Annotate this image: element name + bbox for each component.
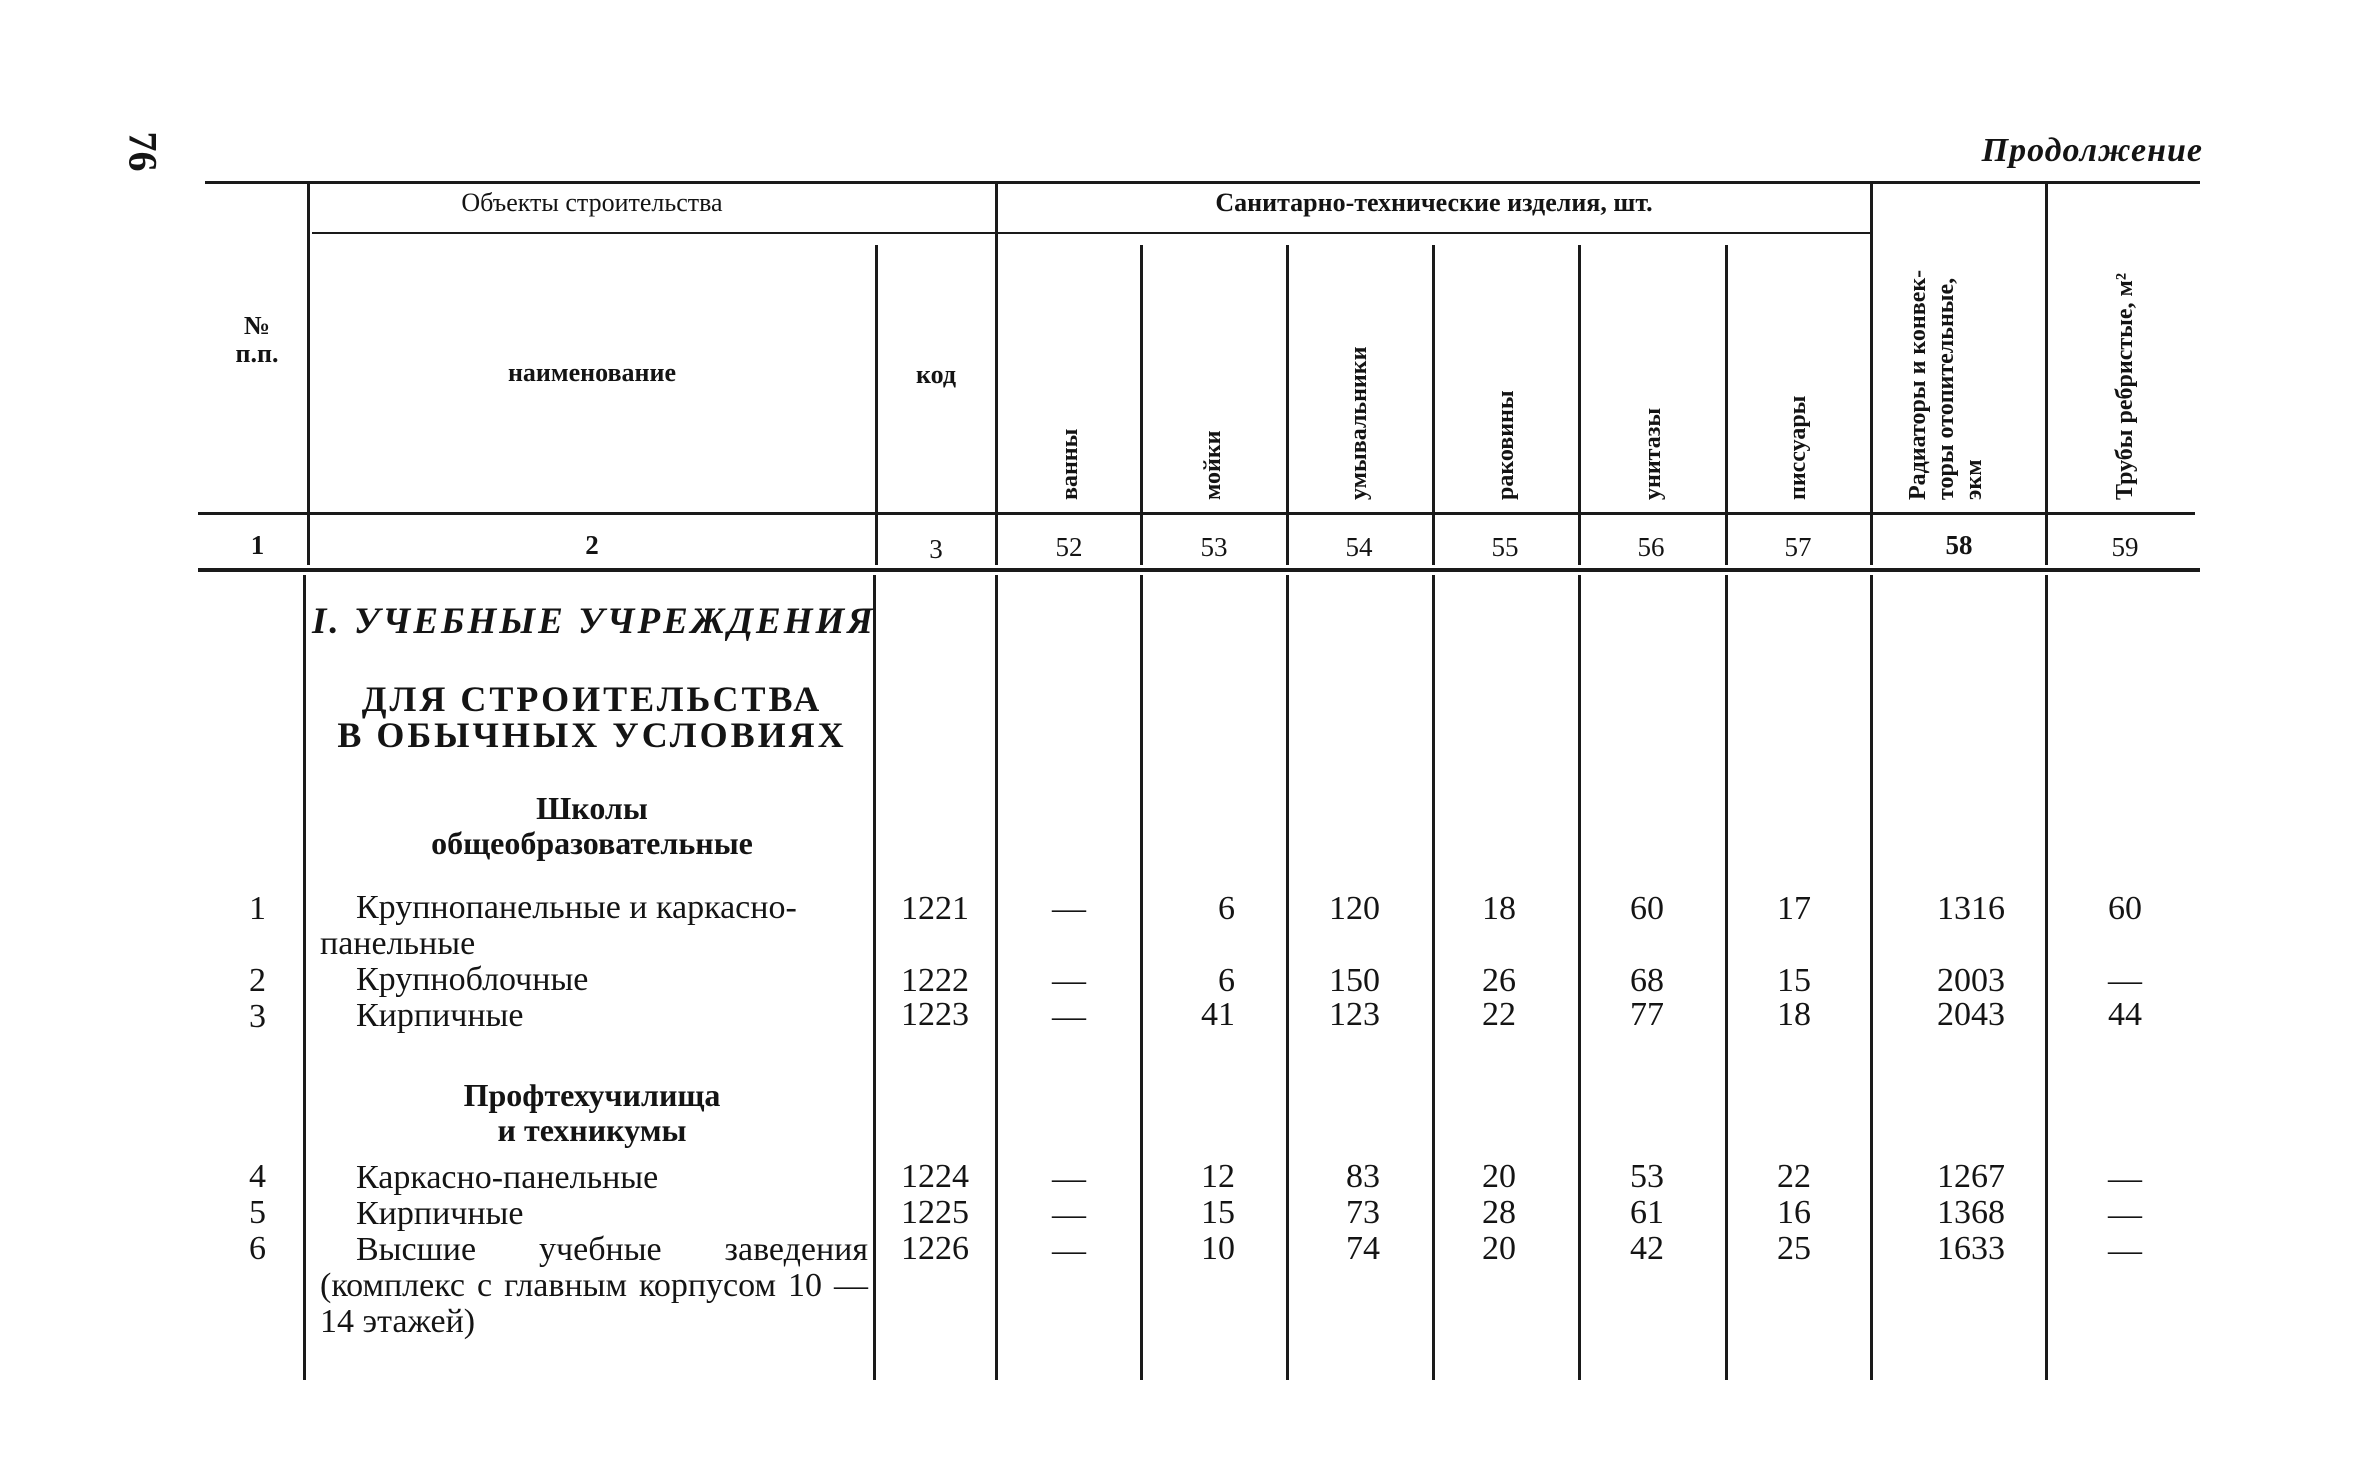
table-row-v54: 83 (1346, 1158, 1380, 1195)
header-urinals: писсуары (1785, 395, 1811, 500)
table-row-v52: — (1052, 962, 1086, 999)
colnum-56: 56 (1637, 532, 1665, 562)
col-divider-code (875, 245, 878, 565)
body-divider-59 (2045, 575, 2048, 1380)
table-row-v58: 1267 (1937, 1158, 2005, 1195)
body-divider-55 (1432, 575, 1435, 1380)
table-row-num: 3 (249, 998, 266, 1035)
table-row-v55: 20 (1482, 1158, 1516, 1195)
table-row-v55: 22 (1482, 996, 1516, 1033)
body-divider-52 (995, 575, 998, 1380)
schools-heading-line2: общеобразовательные (431, 825, 753, 861)
voc-heading-line2: и техникумы (497, 1112, 687, 1148)
table-row-v53: 6 (1218, 962, 1235, 999)
header-pipes: Трубы ребристые, м² (2112, 272, 2138, 500)
table-row-v54: 150 (1329, 962, 1380, 999)
table-row-v53: 15 (1201, 1194, 1235, 1231)
table-row-v53: 41 (1201, 996, 1235, 1033)
table-row-v54: 73 (1346, 1194, 1380, 1231)
colnum-53: 53 (1200, 532, 1228, 562)
table-row-v56: 60 (1630, 890, 1664, 927)
header-radiators-line1: Радиаторы и конвек- (1905, 269, 1931, 500)
table-row-v57: 18 (1777, 996, 1811, 1033)
table-row-v56: 53 (1630, 1158, 1664, 1195)
table-row-v57: 16 (1777, 1194, 1811, 1231)
body-divider-code (873, 575, 876, 1380)
body-divider-58 (1870, 575, 1873, 1380)
table-row-v54: 74 (1346, 1230, 1380, 1267)
table-row-v58: 1633 (1937, 1230, 2005, 1267)
body-divider-53 (1140, 575, 1143, 1380)
col-divider-56 (1578, 245, 1581, 565)
table-row-v58: 2043 (1937, 996, 2005, 1033)
table-row-v59: — (2108, 1232, 2142, 1269)
section-subtitle-line2: В ОБЫЧНЫХ УСЛОВИЯХ (337, 715, 847, 755)
table-row-code: 1223 (901, 996, 969, 1033)
header-group-rule-sanitary (1000, 232, 1870, 234)
table-row-v52: — (1052, 998, 1086, 1035)
col-divider-54 (1286, 245, 1289, 565)
header-sinks-kitchen: мойки (1200, 430, 1226, 500)
table-row-v52: — (1052, 1160, 1086, 1197)
col-divider-55 (1432, 245, 1435, 565)
table-row-v52: — (1052, 1232, 1086, 1269)
table-row-v56: 42 (1630, 1230, 1664, 1267)
page-number: 76 (120, 131, 166, 172)
body-divider-57 (1725, 575, 1728, 1380)
table-row-v57: 15 (1777, 962, 1811, 999)
table-row-num: 6 (249, 1230, 266, 1267)
colnum-54: 54 (1345, 532, 1373, 562)
table-row-v56: 68 (1630, 962, 1664, 999)
table-row-v54: 120 (1329, 890, 1380, 927)
table-row-name: Высшие учебные заведения (комплекс с главным корпусом 10 — 14 этажей) (320, 1231, 868, 1340)
header-baths: ванны (1057, 428, 1083, 500)
table-row-code: 1225 (901, 1194, 969, 1231)
col-divider-53 (1140, 245, 1143, 565)
table-row-v59: 44 (2108, 996, 2142, 1033)
table-row-v53: 12 (1201, 1158, 1235, 1195)
table-row-v57: 22 (1777, 1158, 1811, 1195)
table-row-v55: 26 (1482, 962, 1516, 999)
table-row-name: Крупнопанельные и каркасно-панельные (320, 889, 797, 962)
table-row-code: 1221 (901, 890, 969, 927)
header-radiators-line2: торы отопительные, (1933, 277, 1959, 500)
header-num: № п.п. (235, 311, 279, 368)
header-radiators-line3: экм (1961, 459, 1987, 500)
table-row-v54: 123 (1329, 996, 1380, 1033)
colnum-55: 55 (1491, 532, 1519, 562)
table-row-v57: 25 (1777, 1230, 1811, 1267)
col-divider-59 (2045, 183, 2048, 565)
table-row-v58: 1316 (1937, 890, 2005, 927)
header-name-col: наименование (507, 358, 677, 387)
table-row-v56: 61 (1630, 1194, 1664, 1231)
table-row-v58: 1368 (1937, 1194, 2005, 1231)
colnum-52: 52 (1055, 532, 1083, 562)
colnum-59: 59 (2111, 532, 2139, 562)
colnum-bottom-rule (198, 568, 2200, 572)
header-toilets: унитазы (1640, 407, 1666, 500)
table-row-num: 2 (249, 962, 266, 999)
continuation-label: Продолжение (1981, 132, 2203, 169)
header-bottom-rule (198, 512, 2195, 515)
header-group-rule-objects (312, 232, 1000, 234)
table-row-num: 1 (249, 890, 266, 927)
col-divider-57 (1725, 245, 1728, 565)
body-divider-54 (1286, 575, 1289, 1380)
table-row-v52: — (1052, 890, 1086, 927)
top-rule (205, 181, 2200, 184)
voc-heading-line1: Профтехучилища (463, 1077, 721, 1113)
table-row-v55: 18 (1482, 890, 1516, 927)
header-sanitary-group: Санитарно-технические изделия, шт. (1215, 188, 1653, 217)
table-row-v59: 60 (2108, 890, 2142, 927)
table-row-v58: 2003 (1937, 962, 2005, 999)
col-divider-58 (1870, 183, 1873, 565)
table-row-name: Каркасно-панельные (356, 1159, 659, 1196)
table-row-v59: — (2108, 1160, 2142, 1197)
colnum-57: 57 (1784, 532, 1812, 562)
table-row-code: 1222 (901, 962, 969, 999)
colnum-3: 3 (929, 534, 943, 564)
section-subtitle-line1: ДЛЯ СТРОИТЕЛЬСТВА (361, 679, 823, 719)
header-objects-group: Объекты строительства (461, 188, 723, 217)
table-row-v59: — (2108, 1196, 2142, 1233)
schools-heading-line1: Школы (536, 790, 648, 826)
colnum-1: 1 (250, 530, 265, 560)
header-washbasins: умывальники (1346, 346, 1372, 500)
colnum-2: 2 (585, 530, 599, 560)
table-row-v56: 77 (1630, 996, 1664, 1033)
body-divider-56 (1578, 575, 1581, 1380)
table-row-v53: 10 (1201, 1230, 1235, 1267)
col-divider-num (307, 183, 310, 565)
table-row-v57: 17 (1777, 890, 1811, 927)
colnum-58: 58 (1945, 530, 1973, 560)
header-sinks: раковины (1493, 390, 1519, 500)
table-row-num: 4 (249, 1158, 266, 1195)
table-row-v55: 20 (1482, 1230, 1516, 1267)
table-row-v59: — (2108, 962, 2142, 999)
section-title: I. УЧЕБНЫЕ УЧРЕЖДЕНИЯ (312, 601, 876, 642)
table-row-name: Кирпичные (356, 997, 524, 1034)
table-row-name: Крупноблочные (356, 961, 589, 998)
col-divider-52 (995, 183, 998, 565)
table-row-v55: 28 (1482, 1194, 1516, 1231)
table-row-code: 1226 (901, 1230, 969, 1267)
table-row-v53: 6 (1218, 890, 1235, 927)
table-row-num: 5 (249, 1194, 266, 1231)
table-row-name: Кирпичные (356, 1195, 524, 1232)
header-code-col: код (915, 360, 957, 389)
table-row-code: 1224 (901, 1158, 969, 1195)
table-row-v52: — (1052, 1196, 1086, 1233)
